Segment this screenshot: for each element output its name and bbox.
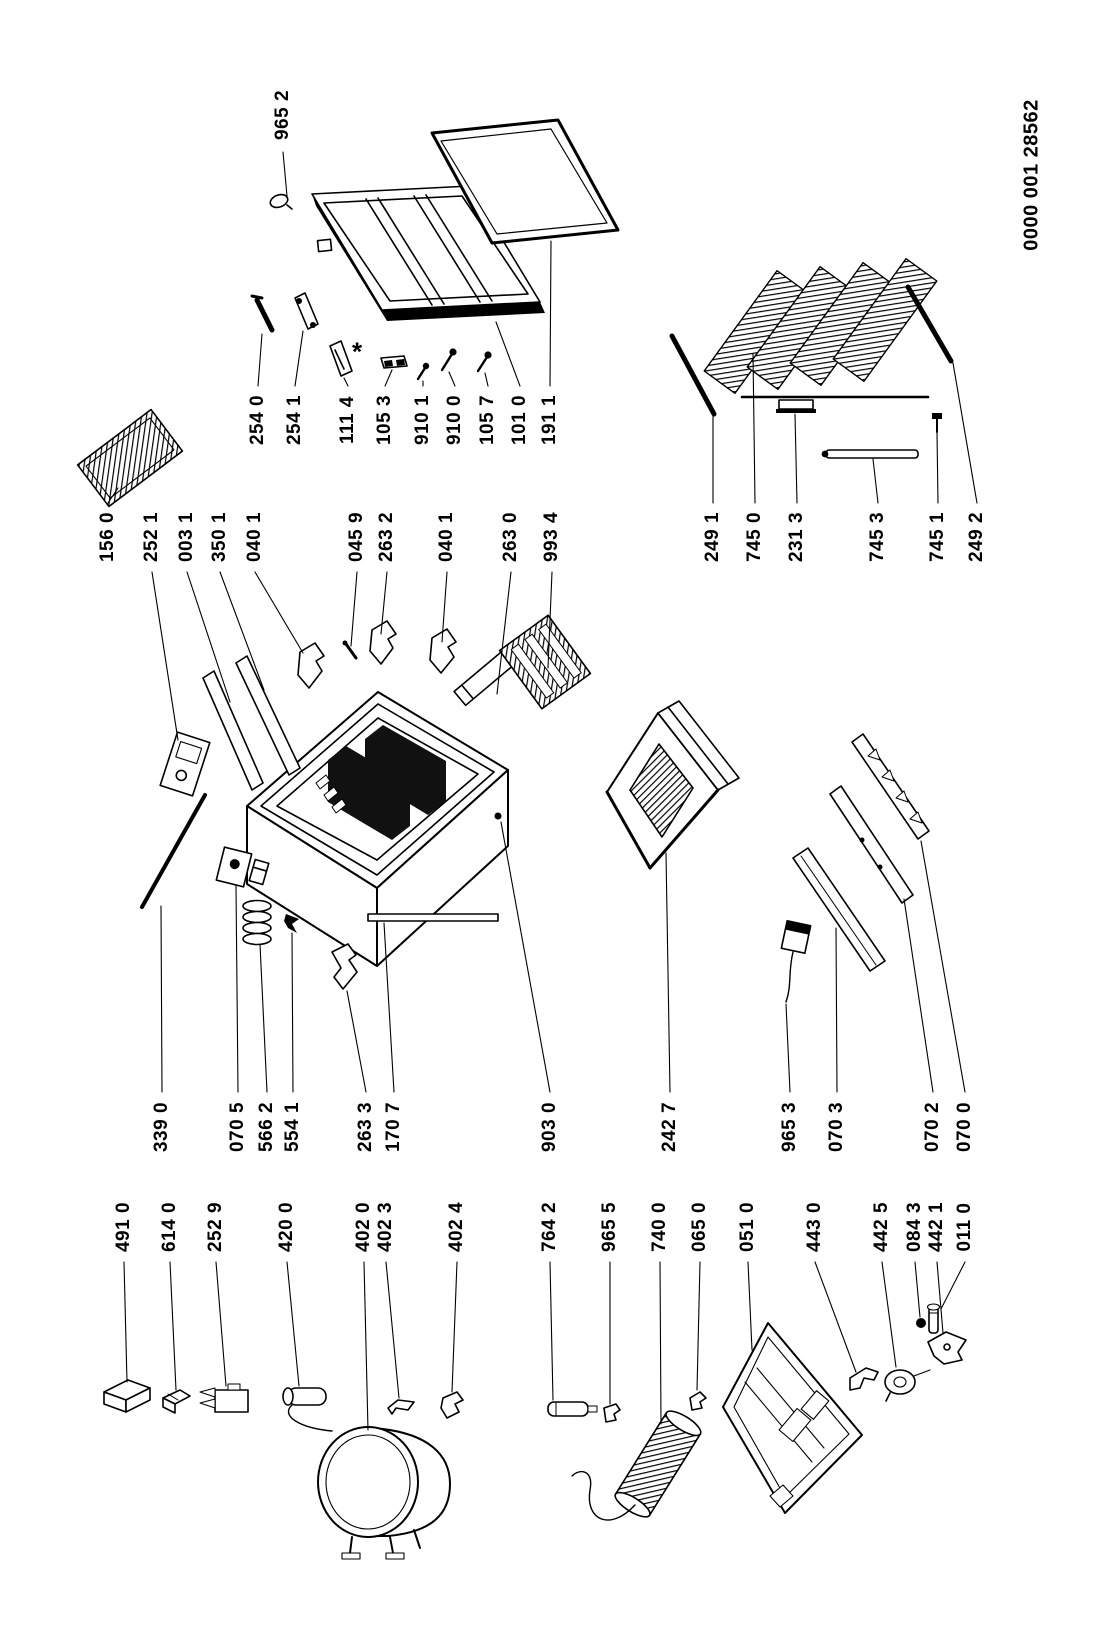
leader-line	[873, 459, 878, 503]
leader-line	[937, 433, 938, 503]
leader-line	[295, 331, 303, 386]
leader-line	[815, 1262, 856, 1372]
heater-plate-drawing	[776, 400, 816, 413]
leader-line	[836, 928, 837, 1092]
leader-line	[216, 1262, 226, 1386]
leader-line	[496, 322, 520, 386]
base-platform-drawing	[723, 1323, 862, 1513]
cabinet-drawing	[247, 692, 508, 966]
leader-line	[882, 1262, 896, 1367]
small-screw-drawing	[932, 413, 942, 432]
leader-line	[485, 373, 488, 386]
leader-line	[786, 1004, 790, 1092]
part-number-label: 003 1	[176, 511, 197, 563]
part-number-label: 745 0	[744, 511, 765, 563]
leader-line	[452, 1262, 457, 1392]
part-number-label: 402 4	[446, 1201, 467, 1253]
part-number-label: 254 0	[247, 394, 268, 446]
part-number-label: 254 1	[284, 394, 305, 446]
condenser-strips-drawing	[793, 734, 929, 971]
lid-plug-drawing	[268, 192, 292, 209]
evaporator-fins-drawing	[704, 259, 937, 397]
part-number-label: 443 0	[804, 1201, 825, 1253]
part-number-label: 442 5	[871, 1201, 892, 1253]
document-number: 0000 001 28562	[1020, 99, 1043, 251]
leader-line	[287, 1262, 299, 1386]
leader-line	[347, 991, 366, 1092]
leader-line	[795, 414, 797, 503]
part-number-label: 740 0	[649, 1201, 670, 1253]
leader-line	[666, 853, 670, 1092]
leader-line	[660, 1262, 661, 1424]
part-number-label: 350 1	[209, 511, 230, 563]
electrical-parts-drawing	[104, 1380, 463, 1431]
suction-tube-drawing	[672, 336, 714, 414]
part-number-label: 051 0	[737, 1201, 758, 1253]
part-number-label: 101 0	[509, 394, 530, 446]
part-number-label: 910 1	[412, 394, 433, 446]
basket-drawing	[500, 615, 591, 709]
sensor-box-drawing	[781, 921, 810, 1002]
part-number-label: 191 1	[539, 394, 560, 446]
leader-line	[386, 1262, 399, 1398]
leader-line	[292, 933, 293, 1092]
leader-line	[449, 372, 455, 386]
part-number-label: 105 7	[477, 394, 498, 446]
part-number-label: 491 0	[113, 1201, 134, 1253]
part-number-label: 402 3	[375, 1201, 396, 1253]
part-number-label: 111 4	[337, 396, 358, 444]
asterisk-note: *	[351, 336, 363, 367]
tube-bar-drawing	[822, 450, 918, 458]
part-number-label: 263 0	[500, 511, 521, 563]
leader-line	[152, 572, 178, 740]
part-number-label: 263 3	[355, 1101, 376, 1153]
leader-line	[748, 1262, 752, 1350]
leader-line	[915, 1262, 920, 1317]
leader-line	[170, 1262, 176, 1390]
part-number-label: 965 3	[779, 1101, 800, 1153]
part-number-label: 263 2	[376, 511, 397, 563]
part-number-label: 070 2	[922, 1101, 943, 1153]
part-number-label: 339 0	[151, 1101, 172, 1153]
part-number-label: 065 0	[689, 1201, 710, 1253]
leader-line	[550, 241, 551, 386]
leader-line	[497, 572, 511, 694]
leader-line	[283, 152, 287, 196]
part-number-label: 965 2	[272, 89, 293, 141]
leader-line	[550, 1262, 553, 1400]
leader-line	[255, 572, 303, 653]
leader-line	[941, 1262, 965, 1309]
leader-line	[385, 370, 392, 386]
part-number-label: 070 3	[826, 1101, 847, 1153]
part-number-label: 105 3	[374, 394, 395, 446]
part-number-label: 242 7	[659, 1101, 680, 1153]
leader-line	[260, 944, 267, 1092]
tube-339-0	[142, 795, 205, 907]
ice-tray-drawing	[78, 410, 183, 507]
leader-line	[344, 378, 348, 386]
part-number-label: 614 0	[159, 1201, 180, 1253]
part-number-label: 420 0	[276, 1201, 297, 1253]
part-number-label: 566 2	[256, 1101, 277, 1153]
part-number-label: 249 1	[702, 511, 723, 563]
part-number-label: 993 4	[541, 511, 562, 563]
part-number-label: 745 1	[927, 511, 948, 563]
part-number-label: 252 1	[141, 511, 162, 563]
leader-line	[501, 822, 550, 1092]
part-number-label: 965 5	[599, 1201, 620, 1253]
part-number-label: 084 3	[904, 1201, 925, 1253]
leader-line	[124, 1262, 127, 1382]
fan-and-brackets-drawing	[850, 1304, 966, 1401]
capillary-tube-drawing	[908, 287, 951, 361]
leader-line	[351, 572, 357, 646]
part-number-label: 040 1	[244, 511, 265, 563]
part-number-label: 040 1	[436, 511, 457, 563]
part-number-label: 910 0	[444, 394, 465, 446]
leader-line	[236, 886, 238, 1092]
cabinet-screw-903-0	[495, 813, 502, 820]
part-number-label: 554 1	[282, 1101, 303, 1153]
part-number-label: 070 0	[954, 1101, 975, 1153]
part-number-label: 070 5	[227, 1101, 248, 1153]
liner-lid-drawing	[607, 701, 739, 868]
leader-line	[364, 1262, 368, 1430]
part-number-label: 764 2	[539, 1201, 560, 1253]
leader-line	[258, 334, 262, 386]
leader-line	[904, 899, 933, 1092]
leader-line	[697, 1262, 700, 1390]
part-number-label: 011 0	[954, 1202, 975, 1252]
leader-line	[953, 363, 977, 503]
part-number-label: 903 0	[539, 1101, 560, 1153]
part-number-label: 156 0	[97, 511, 118, 563]
part-number-label: 045 9	[346, 511, 367, 563]
condenser-coil-drawing	[572, 1407, 704, 1521]
leader-line	[753, 354, 755, 503]
part-number-label: 170 7	[383, 1101, 404, 1153]
part-number-label: 252 9	[205, 1201, 226, 1253]
leader-line	[161, 906, 162, 1092]
part-number-label: 231 3	[786, 511, 807, 563]
part-number-label: 402 0	[353, 1201, 374, 1253]
part-number-label: 249 2	[966, 511, 987, 563]
part-number-label: 442 1	[926, 1201, 947, 1253]
compressor-drawing	[318, 1427, 450, 1559]
part-number-label: 745 3	[867, 511, 888, 563]
